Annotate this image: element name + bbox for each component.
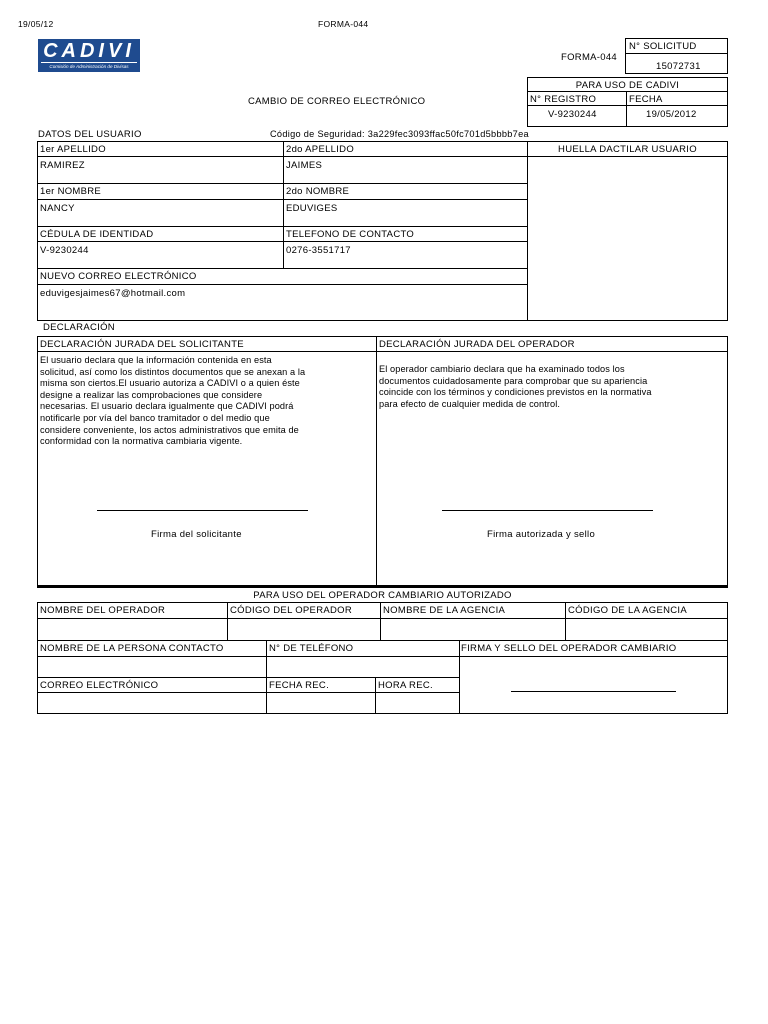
cadivi-divider-v [626, 91, 627, 127]
op-v-3 [565, 602, 566, 640]
codigo-agencia-label: CÓDIGO DE LA AGENCIA [568, 605, 687, 616]
security-label: Código de Seguridad: [270, 129, 365, 139]
apellido2-value: JAIMES [286, 160, 323, 171]
logo-subtitle: Comisión de Administración de Divisas [49, 64, 129, 69]
solicitante-text [40, 355, 374, 448]
row-line-5 [37, 241, 527, 242]
nombre-agencia-label: NOMBRE DE LA AGENCIA [383, 605, 506, 616]
operador-title: DECLARACIÓN JURADA DEL OPERADOR [379, 339, 575, 350]
huella-label: HUELLA DACTILAR USUARIO [558, 144, 697, 155]
codigo-operador-label: CÓDIGO DEL OPERADOR [230, 605, 353, 616]
cadivi-logo [38, 39, 140, 72]
solicitante-line: necesarias. El usuario declara igualmente que CADIVI podrá [40, 401, 294, 412]
fecha-rec-label: FECHA REC. [269, 680, 330, 691]
logo-name: CADIVI [43, 40, 135, 62]
nombre1-value: NANCY [40, 203, 75, 214]
op-telefono-label: N° DE TELÉFONO [269, 643, 354, 654]
user-col-divider [283, 141, 284, 269]
declaration-divider [376, 336, 377, 586]
op-v-1 [227, 602, 228, 640]
registro-label: N° REGISTRO [530, 94, 597, 105]
op-v-4 [266, 640, 267, 714]
correo-label: NUEVO CORREO ELECTRÓNICO [40, 271, 197, 282]
op-v-6 [375, 677, 376, 714]
solicitud-value: 15072731 [656, 61, 701, 72]
operador-line: para efecto de cualquier medida de control. [379, 398, 561, 409]
correo-value: eduvigesjaimes67@hotmail.com [40, 288, 186, 299]
op-line-5 [37, 692, 459, 693]
solicitante-line: El usuario declara que la información contenida en esta [40, 355, 272, 365]
security-code-line [270, 129, 529, 140]
cadivi-divider-2 [527, 105, 728, 106]
apellido1-label: 1er APELLIDO [40, 144, 106, 155]
op-line-1 [37, 618, 728, 619]
registro-value: V-9230244 [548, 109, 597, 120]
firma-sello-label: FIRMA Y SELLO DEL OPERADOR CAMBIARIO [461, 643, 677, 654]
telefono-value: 0276-3551717 [286, 245, 351, 256]
declaration-title: DECLARACIÓN [43, 322, 115, 333]
operador-cambiario-signature-line [511, 691, 676, 692]
row-line-6 [37, 268, 527, 269]
apellido1-value: RAMIREZ [40, 160, 85, 171]
nombre-operador-label: NOMBRE DEL OPERADOR [40, 605, 166, 616]
op-line-4 [37, 677, 459, 678]
nombre2-value: EDUVIGES [286, 203, 338, 214]
form-title: CAMBIO DE CORREO ELECTRÓNICO [248, 96, 426, 107]
solicitante-title: DECLARACIÓN JURADA DEL SOLICITANTE [40, 339, 244, 350]
op-v-2 [380, 602, 381, 640]
row-line-1 [37, 156, 728, 157]
solicitante-line: conformidad con la normativa cambiaria vigente. [40, 436, 243, 447]
operador-signature-line [442, 510, 653, 511]
op-line-2 [37, 640, 728, 641]
cadivi-use-title: PARA USO DE CADIVI [575, 80, 680, 91]
logo-divider [41, 62, 137, 63]
operador-line: documentos cuidadosamente para comprobar que su apariencia [379, 375, 648, 386]
op-line-3 [37, 656, 728, 657]
solicitante-line: misma son ciertos.El usuario autoriza a CADIVI o a quien éste [40, 378, 300, 389]
solicitante-line: solicitud, así como los distintos documentos que se anexan a la [40, 366, 306, 377]
apellido2-label: 2do APELLIDO [286, 144, 355, 155]
cedula-value: V-9230244 [40, 245, 89, 256]
row-line-2 [37, 183, 527, 184]
solicitud-label: N° SOLICITUD [629, 41, 697, 52]
row-line-4 [37, 226, 527, 227]
persona-contacto-label: NOMBRE DE LA PERSONA CONTACTO [40, 643, 224, 654]
solicitante-line: designe a realizar las comprobaciones que considere [40, 389, 263, 400]
operator-section-title: PARA USO DEL OPERADOR CAMBIARIO AUTORIZADO [253, 590, 512, 601]
fecha-label: FECHA [629, 94, 663, 105]
hora-rec-label: HORA REC. [378, 680, 433, 691]
nombre1-label: 1er NOMBRE [40, 186, 102, 197]
operador-text [379, 364, 725, 410]
form-label: FORMA-044 [561, 52, 618, 63]
nombre2-label: 2do NOMBRE [286, 186, 350, 197]
cadivi-divider-1 [527, 91, 728, 92]
solicitante-line: notificarle por vía del banco tramitador o del medio que [40, 412, 270, 423]
security-code: 3a229fec3093ffac50fc701d5bbbb7ea [367, 129, 529, 139]
row-line-3 [37, 199, 527, 200]
cedula-label: CÉDULA DE IDENTIDAD [40, 229, 154, 240]
huella-divider [527, 141, 528, 321]
print-form-code: FORMA-044 [318, 19, 369, 29]
row-line-7 [37, 284, 527, 285]
fecha-value: 19/05/2012 [646, 109, 697, 120]
firma-solicitante: Firma del solicitante [151, 529, 242, 540]
declaration-header-line [37, 351, 728, 352]
user-section-title: DATOS DEL USUARIO [38, 129, 142, 140]
operador-line: El operador cambiario declara que ha examinado todos los [379, 364, 625, 374]
print-date: 19/05/12 [18, 19, 54, 29]
solicitante-signature-line [97, 510, 308, 511]
solicitud-divider [625, 53, 728, 54]
op-v-5 [459, 640, 460, 714]
telefono-label: TELEFONO DE CONTACTO [286, 229, 415, 240]
operador-line: coincide con los términos y condiciones previstos en la normativa [379, 387, 652, 398]
op-correo-label: CORREO ELECTRÓNICO [40, 680, 159, 691]
solicitante-line: considere conveniente, los actos administrativos que emita de [40, 424, 299, 435]
firma-operador: Firma autorizada y sello [487, 529, 596, 540]
